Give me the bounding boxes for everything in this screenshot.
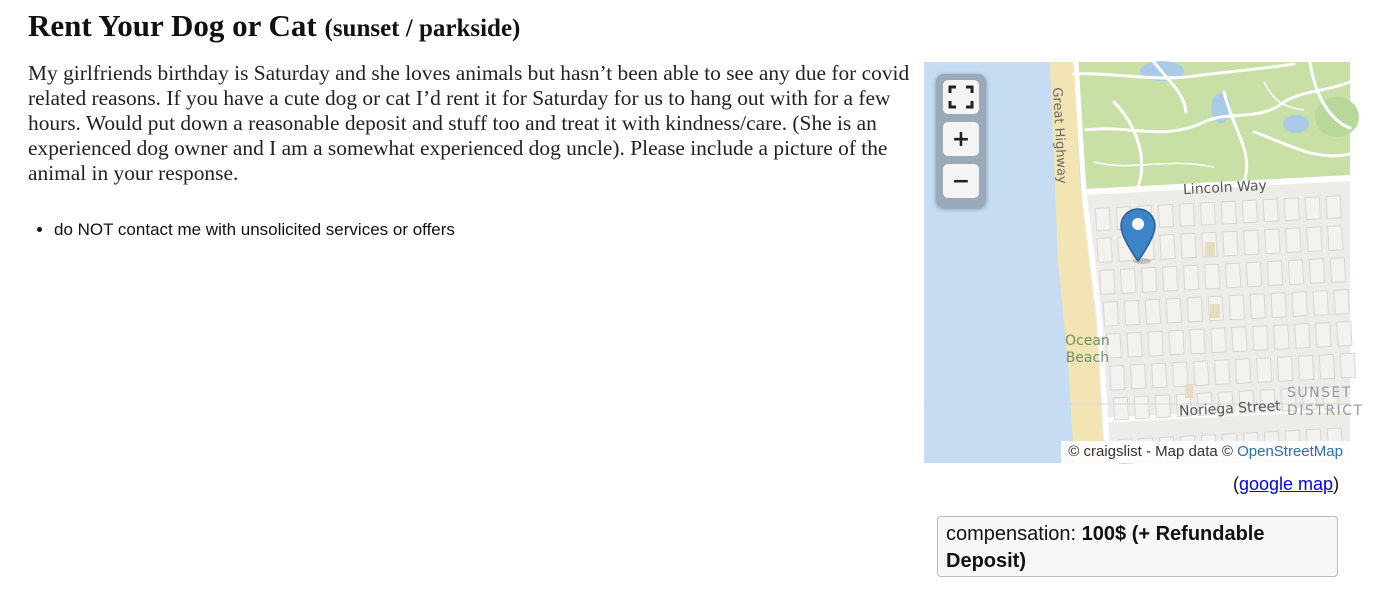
map-label-beach: Beach [1065, 350, 1110, 366]
zoom-in-button[interactable]: + [943, 122, 979, 156]
google-map-link-wrapper [1233, 474, 1339, 495]
posting-location: (sunset / parkside) [324, 15, 521, 42]
map-label-sunset: SUNSET [1287, 385, 1352, 401]
map-label-great-highway: Great Highway [1049, 87, 1070, 185]
fullscreen-icon [948, 85, 974, 109]
posting-title [28, 6, 520, 49]
location-marker-icon [1120, 207, 1156, 265]
attribution-text: © craigslist - Map data © [1068, 443, 1233, 460]
map-label-noriega-street: Noriega Street [1178, 398, 1282, 420]
openstreetmap-link[interactable]: OpenStreetMap [1237, 443, 1343, 460]
map-controls [936, 74, 986, 208]
map-label-district: DISTRICT [1287, 403, 1364, 419]
map-label-sunset-district [1287, 384, 1364, 420]
posting-title-text: Rent Your Dog or Cat [28, 8, 317, 43]
compensation-value: 100$ (+ Refundable Deposit) [946, 523, 1265, 572]
fullscreen-button[interactable] [943, 80, 979, 114]
map-label-ocean: Ocean [1065, 333, 1110, 349]
posting-body: My girlfriends birthday is Saturday and she loves animals but hasn’t been able to see any due for covid related reasons. If you have a cute dog or cat I’d rent it for Saturday for us to hang out with for a few hours. Would put down a reasonable deposit and stuff too and treat it with kindness/care. (She is an experienced dog owner and I am a somewhat experienced dog uncle). Please include a picture of the animal in your response. [28, 61, 910, 185]
google-map-link[interactable]: google map [1239, 474, 1334, 494]
notices-list [28, 218, 455, 242]
paren-open: ( [1233, 474, 1239, 494]
map-label-lincoln-way: Lincoln Way [1182, 177, 1268, 199]
zoom-out-button[interactable]: − [943, 164, 979, 198]
paren-close: ) [1333, 474, 1340, 494]
notice-item: • do NOT contact me with unsolicited services or offers [54, 218, 455, 242]
attributes-box [937, 516, 1338, 577]
map-label-ocean-beach [1065, 333, 1110, 367]
compensation-label: compensation: [946, 523, 1077, 545]
map[interactable] [924, 62, 1364, 463]
map-attribution [1061, 441, 1350, 463]
